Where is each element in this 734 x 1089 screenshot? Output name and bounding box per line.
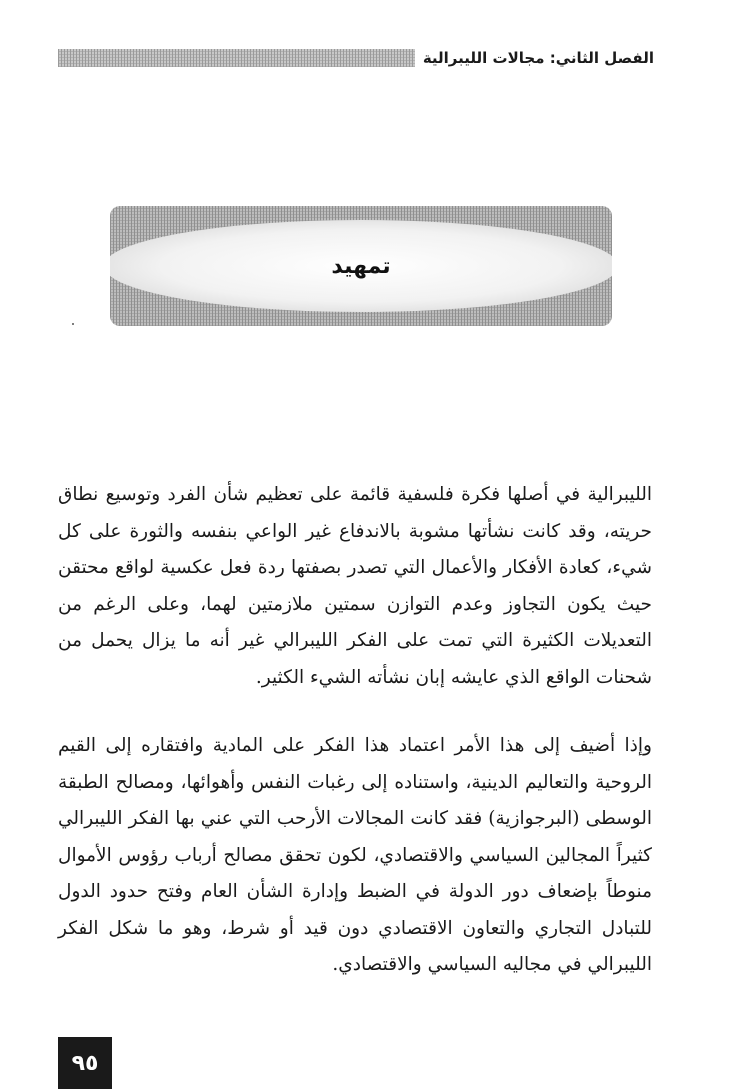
speck-mark	[72, 323, 74, 325]
running-header	[58, 44, 654, 72]
chapter-title: الفصل الثاني: مجالات الليبرالية	[422, 49, 654, 67]
body-paragraph-2: وإذا أضيف إلى هذا الأمر اعتماد هذا الفكر على المادية وافتقاره إلى القيم الروحية والتعاليم الدينية، واستناده إلى رغبات النفس وأهوائها، ومصالح الطبقة الوسطى (البرجوازية) فقد كانت المجالات الأرحب التي عني بها الفكر الليبرالي كثيراً المجالين السياسي والاقتصادي، لكون تحقق مصالح أرباب رؤوس الأموال منوطاً بإضعاف دور الدولة في الضبط وإدارة الشأن العام وفتح حدود الدول للتبادل التجاري والتعاون الاقتصادي دون قيد أو شرط، وهو ما شكل الفكر الليبرالي في مجاليه السياسي والاقتصادي.	[58, 735, 652, 975]
header-decorative-bar	[58, 49, 415, 67]
section-title-ellipse	[110, 220, 612, 312]
page-number: ٩٥	[58, 1037, 112, 1089]
section-title: تمهيد	[331, 253, 391, 279]
section-title-box	[110, 206, 612, 326]
body-paragraph-1: الليبرالية في أصلها فكرة فلسفية قائمة على تعظيم شأن الفرد وتوسيع نطاق حريته، وقد كانت نشأتها مشوبة بالاندفاع غير الواعي بنفسه والثورة على كل شيء، كعادة الأفكار والأعمال التي تصدر بصفتها ردة فعل عكسية لواقع محتقن حيث يكون التجاوز وعدم التوازن سمتين ملازمتين لهما، وعلى الرغم من التعديلات الكثيرة التي تمت على الفكر الليبرالي غير أنه ما يزال يحمل من شحنات الواقع الذي عايشه إبان نشأته الشيء الكثير.	[58, 484, 652, 688]
